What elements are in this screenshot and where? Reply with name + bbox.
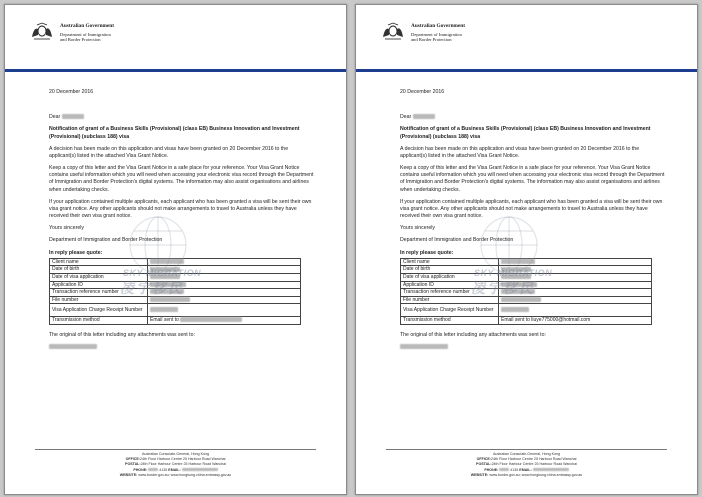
paragraph-1: A decision has been made on this application and visas have been granted on 20 December 2016 to the applicant(s) listed in the attached Visa Grant Notice. [400,145,640,159]
table-key: Transaction reference number [401,289,499,297]
table-key: Application ID [401,281,499,289]
original-sent-to: The original of this letter including any attachments was sent to: [400,331,546,338]
coat-of-arms-icon [30,22,54,42]
table-key: Transmission method [401,317,499,325]
gov-line-1: Australian Government [60,23,114,29]
gov-line-3: and Border Protection [60,37,101,43]
footer-consulate: Australian Consulate-General, Hong Kong [492,452,561,456]
gov-line-3: and Border Protection [411,37,452,43]
table-key: Application ID [50,281,148,289]
sign-off: Yours sincerely [49,225,84,232]
table-key: Visa Application Charge Receipt Number [50,304,148,317]
header-bar [356,69,697,72]
watermark-text: SKY MIGRATION [123,268,202,278]
government-heading [60,23,114,43]
gov-line-1: Australian Government [411,23,465,29]
table-key: Date of visa application [50,273,148,281]
dear-text: Dear [49,114,61,121]
footer-website: WEBSITE: www.border.gov.au; www.hongkong.china.embassy.gov.au [470,472,583,477]
footer-website: WEBSITE: www.border.gov.au; www.hongkong.china.embassy.gov.au [119,472,232,477]
footer-office: OFFICE:24th Floor Harbour Centre 25 Harbour Road Wanchai [125,457,226,462]
table-key: Transaction reference number [50,289,148,297]
header-bar [5,69,346,72]
table-key: Date of visa application [401,273,499,281]
table-key: File number [50,296,148,304]
footer-consulate: Australian Consulate-General, Hong Kong [141,452,210,456]
footer-phone: PHONE: 4135 EMAIL: [35,468,316,473]
table-key: Client name [401,258,499,266]
letter-title: Notification of grant of a Business Skills (Provisional) (class EB) Business Innovation and Investment (Provisional) (subclass 188) visa [49,126,300,140]
letter-footer [386,449,667,478]
gov-line-2: Department of Immigration [411,32,462,38]
redacted-name [62,114,84,119]
letter-date: 20 December 2016 [400,89,445,95]
letter-page-left [4,4,347,495]
footer-phone: PHONE: 4135 EMAIL: [386,468,667,473]
sign-department: Department of Immigration and Border Protection [49,237,163,244]
letter-page-right [355,4,698,495]
salutation [49,114,314,121]
table-key: Date of birth [401,266,499,274]
letter-footer [35,449,316,478]
table-key: Transmission method [50,317,148,325]
paragraph-2: Keep a copy of this letter and the Visa Grant Notice in a safe place for your reference. Your Visa Grant Notice contains useful information which you will need when accessing your electronic visa record through the Department of Immigration and Border Protection's digital systems. The information may also assist organisations and airlines when undertaking checks. [49,165,314,193]
sign-department: Department of Immigration and Border Protection [400,237,514,244]
footer-postal: POSTAL:24th Floor Harbour Centre 25 Harbour Road Wanchai [125,462,226,467]
sign-off: Yours sincerely [400,225,435,232]
original-sent-to: The original of this letter including any attachments was sent to: [49,331,195,338]
watermark-seal [449,205,569,325]
footer-postal: POSTAL:24th Floor Harbour Centre 25 Harbour Road Wanchai [476,462,577,467]
letter-date: 20 December 2016 [49,89,94,95]
paragraph-2: Keep a copy of this letter and the Visa Grant Notice in a safe place for your reference. Your Visa Grant Notice contains useful information which you will need when accessing your electronic visa record through the Department of Immigration and Border Protection's digital systems. The information may also assist organisations and airlines when undertaking checks. [400,165,665,193]
email-prefix: Email sent to [150,317,179,324]
watermark-seal [98,205,218,325]
watermark-text-cn: 凌宇移民 [471,280,535,296]
watermark-text: SKY MIGRATION [474,268,553,278]
redacted-address [49,344,314,351]
gov-line-2: Department of Immigration [60,32,111,38]
letter-title: Notification of grant of a Business Skills (Provisional) (class EB) Business Innovation and Investment (Provisional) (subclass 188) visa [400,126,651,140]
footer-office: OFFICE:24th Floor Harbour Centre 25 Harbour Road Wanchai [476,457,577,462]
paragraph-1: A decision has been made on this application and visas have been granted on 20 December 2016 to the applicant(s) listed in the attached Visa Grant Notice. [49,145,289,159]
quote-heading: In reply please quote: [400,249,454,256]
coat-of-arms-icon [381,22,405,42]
redacted-name [413,114,435,119]
dear-text: Dear [400,114,412,121]
quote-heading: In reply please quote: [49,249,103,256]
watermark-globe-icon [98,205,218,325]
watermark-globe-icon [449,205,569,325]
paragraph-3: If your application contained multiple applicants, each applicant who has been granted a visa will be sent their own visa grant notice. Any other applicants should not make arrangements to travel to Australia unless they have received their own visa grant notice. [49,198,312,220]
table-key: File number [401,296,499,304]
table-value: Email sent to liuye775000@hotmail.com [499,317,652,325]
table-key: Visa Application Charge Receipt Number [401,304,499,317]
table-key: Client name [50,258,148,266]
salutation [400,114,665,121]
redacted-address [400,344,665,351]
watermark-text-cn: 凌宇移民 [120,280,184,296]
paragraph-3: If your application contained multiple applicants, each applicant who has been granted a visa will be sent their own visa grant notice. Any other applicants should not make arrangements to travel to Australia unless they have received their own visa grant notice. [400,198,663,220]
government-heading [411,23,465,43]
table-key: Date of birth [50,266,148,274]
